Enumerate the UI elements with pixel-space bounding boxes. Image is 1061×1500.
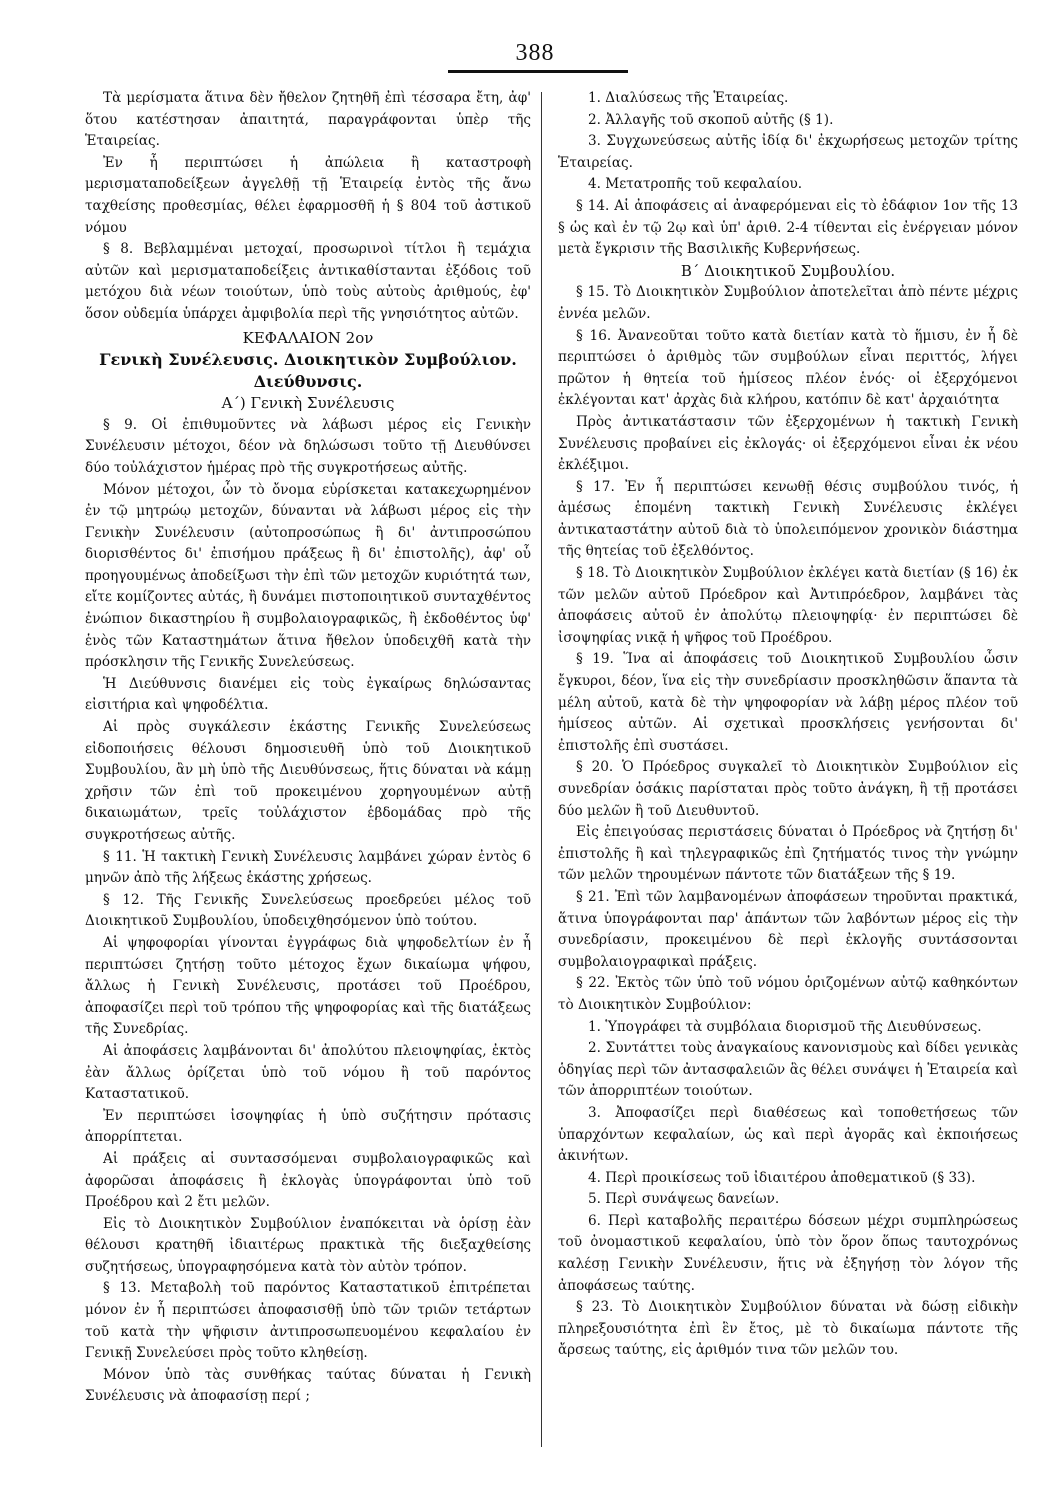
section-title: Β΄ Διοικητικοῦ Συμβουλίου. xyxy=(680,261,896,280)
paragraph: § 20. Ὁ Πρόεδρος συγκαλεῖ τὸ Διοικητικὸν Συμβούλιον εἰς συνεδρίαν ὁσάκις παρίσταται πρὸς τοῦτο ἀνάγκη, ἢ τῇ προτάσει δύο μελῶν ἢ τοῦ Διευθυντοῦ. xyxy=(558,759,1018,819)
paragraph: § 14. Αἱ ἀποφάσεις αἱ ἀναφερόμεναι εἰς τὸ ἐδάφιον 1ον τῆς 13 § ὡς καὶ ἐν τῷ 2ῳ καὶ ὑπ' ἀριθ. 2-4 τίθενται εἰς ἐνέργειαν μόνον μετὰ ἔγκρισιν τῆς Βασιλικῆς Κυβερνήσεως. xyxy=(558,197,1018,258)
paragraph: § 11. Ἡ τακτικὴ Γενικὴ Συνέλευσις λαμβάνει χώραν ἐντὸς 6 μηνῶν ἀπὸ τῆς λήξεως ἑκάστης χρήσεως. xyxy=(85,848,531,887)
paragraph: Ἐν περιπτώσει ἰσοψηφίας ἡ ὑπὸ συζήτησιν πρότασις ἀπορρίπτεται. xyxy=(85,1107,531,1146)
left-column xyxy=(85,88,531,1408)
paragraph: § 15. Τὸ Διοικητικὸν Συμβούλιον ἀποτελεῖται ἀπὸ πέντε μέχρις ἐννέα μελῶν. xyxy=(558,284,1018,322)
paragraph: § 19. Ἵνα αἱ ἀποφάσεις τοῦ Διοικητικοῦ Συμβουλίου ὦσιν ἔγκυροι, δέον, ἵνα εἰς τὴν συνεδρίασιν προσκληθῶσιν ἅπαντα τὰ μέλη αὐτοῦ, κατὰ δὲ τὴν ψηφοφορίαν νὰ λάβῃ μέρος πλέον τοῦ ἡμίσεος αὐτῶν. Αἱ σχετικαὶ προσκλήσεις γενήσονται δι' ἐπιστολῆς ἐπὶ συστάσει. xyxy=(558,651,1018,754)
paragraph: Αἱ πράξεις αἱ συντασσόμεναι συμβολαιογραφικῶς καὶ ἀφορῶσαι ἀποφάσεις ἢ ἐκλογὰς ὑπογράφονται ὑπὸ τοῦ Προέδρου καὶ 2 ἔτι μελῶν. xyxy=(85,1150,531,1211)
list-item: 1. Διαλύσεως τῆς Ἑταιρείας. xyxy=(588,90,789,106)
paragraph: Μόνον ὑπὸ τὰς συνθήκας ταύτας δύναται ἡ Γενικὴ Συνέλευσις νὰ ἀποφασίσῃ περί ; xyxy=(85,1366,531,1405)
section-title: Α΄) Γενικὴ Συνέλευσις xyxy=(221,394,395,413)
paragraph: Εἰς τὸ Διοικητικὸν Συμβούλιον ἐναπόκειται νὰ ὁρίσῃ ἐὰν θέλουσι κρατηθῆ ἰδιαιτέρως πρακτικὰ τῆς διεξαχθείσης συζητήσεως, ὑπογραφησόμενα κατὰ τὸν αὐτὸν τρόπον. xyxy=(85,1215,531,1275)
paragraph: Ἡ Διεύθυνσις διανέμει εἰς τοὺς ἐγκαίρως δηλώσαντας εἰσιτήρια καὶ ψηφοδέλτια. xyxy=(85,675,531,714)
right-column xyxy=(558,88,1018,1362)
list-item: 3. Συγχωνεύσεως αὐτῆς ἰδίᾳ δι' ἐκχωρήσεως μετοχῶν τρίτης Ἑταιρείας. xyxy=(558,133,1018,171)
paragraph: Αἱ πρὸς συγκάλεσιν ἑκάστης Γενικῆς Συνελεύσεως εἰδοποιήσεις θέλουσι δημοσιευθῆ ὑπὸ τοῦ Διοικητικοῦ Συμβουλίου, ἂν μὴ ὑπὸ τῆς Διευθύνσεως, ἥτις δύναται νὰ κάμῃ χρῆσιν τῶν ἐπὶ τοῦ προκειμένου χορηγουμένων αὐτῇ δικαιωμάτων, τρεῖς τοὐλάχιστον ἑβδομάδας πρὸ τῆς συγκροτήσεως αὐτῆς. xyxy=(85,719,531,843)
chapter-heading: ΚΕΦΑΛΑΙΟΝ 2ον xyxy=(242,328,374,347)
list-item: 6. Περὶ καταβολῆς περαιτέρω δόσεων μέχρι συμπληρώσεως τοῦ ὀνομαστικοῦ κεφαλαίου, ὑπὸ τὸν ὅρον ὅπως ταυτοχρόνως καλέσῃ Γενικὴν Συνέλευσιν, ἥτις νὰ ἐξηγήσῃ τὸν λόγον τῆς ἀποφάσεως ταύτης. xyxy=(558,1212,1018,1294)
paragraph: § 12. Τῆς Γενικῆς Συνελεύσεως προεδρεύει μέλος τοῦ Διοικητικοῦ Συμβουλίου, ὑποδειχθησόμενον ὑπὸ τούτου. xyxy=(85,891,531,930)
chapter-title: Γενικὴ Συνέλευσις. Διοικητικὸν Συμβούλιον. Διεύθυνσις. xyxy=(99,350,517,392)
paragraph: Εἰς ἐπειγούσας περιστάσεις δύναται ὁ Πρόεδρος νὰ ζητήσῃ δι' ἐπιστολῆς ἢ καὶ τηλεγραφικῶς ἐπὶ ζητήματός τινος τὴν γνώμην τῶν μελῶν τηρουμένων πάντοτε τῶν διατάξεων τῆς § 19. xyxy=(558,824,1018,884)
header-rule xyxy=(448,70,628,73)
paragraph: Τὰ μερίσματα ἅτινα δὲν ἤθελον ζητηθῆ ἐπὶ τέσσαρα ἔτη, ἀφ' ὅτου κατέστησαν ἀπαιτητά, παραγράφονται ὑπὲρ τῆς Ἑταιρείας. xyxy=(85,90,531,150)
list-item: 4. Μετατροπῆς τοῦ κεφαλαίου. xyxy=(588,176,803,193)
paragraph: Πρὸς ἀντικατάστασιν τῶν ἐξερχομένων ἡ τακτικὴ Γενικὴ Συνέλευσις προβαίνει εἰς ἐκλογάς· οἱ ἐξερχόμενοι εἶναι ἐκ νέου ἐκλέξιμοι. xyxy=(558,413,1018,474)
paragraph: § 8. Βεβλαμμέναι μετοχαί, προσωρινοὶ τίτλοι ἢ τεμάχια αὐτῶν καὶ μερισματαποδείξεις ἀντικαθίστανται ἐξόδοις τοῦ μετόχου διὰ νέων τοιούτων, ὑπὸ τοὺς αὐτοὺς ἀριθμούς, ἐφ' ὅσον οὐδεμία ὑπάρχει ἀμφιβολία περὶ τῆς γνησιότητος αὐτῶν. xyxy=(85,241,531,322)
paragraph: § 9. Οἱ ἐπιθυμοῦντες νὰ λάβωσι μέρος εἰς Γενικὴν Συνέλευσιν μέτοχοι, δέον νὰ δηλώσωσι τοῦτο τῇ Διευθύνσει δύο τοὐλάχιστον ἡμέρας πρὸ τῆς συγκροτήσεως αὐτῆς. xyxy=(85,416,531,476)
list-item: 1. Ὑπογράφει τὰ συμβόλαια διορισμοῦ τῆς Διευθύνσεως. xyxy=(588,1018,982,1035)
column-divider xyxy=(541,92,542,1447)
list-item: 2. Ἀλλαγῆς τοῦ σκοποῦ αὐτῆς (§ 1). xyxy=(588,111,834,128)
paragraph: Ἐν ἧ περιπτώσει ἡ ἀπώλεια ἢ καταστροφὴ μερισματαποδείξεων ἀγγελθῇ τῇ Ἑταιρείᾳ ἐντὸς τῆς ἄνω ταχθείσης προθεσμίας, θέλει ἐφαρμοσθῆ ἡ § 804 τοῦ ἀστικοῦ νόμου xyxy=(85,154,531,236)
paragraph: § 18. Τὸ Διοικητικὸν Συμβούλιον ἐκλέγει κατὰ διετίαν (§ 16) ἐκ τῶν μελῶν αὐτοῦ Πρόεδρον καὶ Ἀντιπρόεδρον, λαμβάνει τὰς ἀποφάσεις αὐτοῦ ἐν ἀπολύτῳ πλειοψηφίᾳ· ἐν περιπτώσει δὲ ἰσοψηφίας νικᾷ ἡ ψῆφος τοῦ Προέδρου. xyxy=(558,565,1018,646)
page-number: 388 xyxy=(515,40,555,66)
list-item: 4. Περὶ προικίσεως τοῦ ἰδιαιτέρου ἀποθεματικοῦ (§ 33). xyxy=(588,1169,976,1186)
paragraph: Αἱ ἀποφάσεις λαμβάνονται δι' ἀπολύτου πλειοψηφίας, ἐκτὸς ἐὰν ἄλλως ὁρίζεται ὑπὸ τοῦ νόμου ἢ τοῦ παρόντος Καταστατικοῦ. xyxy=(85,1042,531,1103)
paragraph: § 22. Ἐκτὸς τῶν ὑπὸ τοῦ νόμου ὁριζομένων αὐτῷ καθηκόντων τὸ Διοικητικὸν Συμβούλιον: xyxy=(558,975,1018,1013)
list-item: 5. Περὶ συνάψεως δανείων. xyxy=(588,1191,780,1208)
paragraph: § 21. Ἐπὶ τῶν λαμβανομένων ἀποφάσεων τηροῦνται πρακτικά, ἅτινα ὑπογράφονται παρ' ἁπάντων τῶν λαβόντων μέρος εἰς τὴν συνεδρίασιν, προκειμένου δὲ περὶ ἐκλογῆς συντάσσονται συμβολαιογραφικαὶ πράξεις. xyxy=(558,888,1018,970)
paragraph: § 16. Ἀνανεοῦται τοῦτο κατὰ διετίαν κατὰ τὸ ἥμισυ, ἐν ἧ δὲ περιπτώσει ὁ ἀριθμὸς τῶν συμβούλων εἶναι περιττός, λήγει πρῶτον ἡ θητεία τοῦ ἡμίσεος πλέον ἑνός· οἱ ἐξερχόμενοι ἐκλέγονται κατ' ἀρχὰς διὰ κλήρου, κατόπιν δὲ κατ' ἀρχαιότητα xyxy=(558,327,1018,409)
paragraph: § 17. Ἐν ἧ περιπτώσει κενωθῇ θέσις συμβούλου τινός, ἡ ἀμέσως ἑπομένη τακτικὴ Γενικὴ Συνέλευσις ἐκλέγει ἀντικαταστάτην αὐτοῦ διὰ τὸ ὑπολειπόμενον χρονικὸν διάστημα τῆς θητείας τοῦ ἐξελθόντος. xyxy=(558,478,1018,560)
list-item: 3. Ἀποφασίζει περὶ διαθέσεως καὶ τοποθετήσεως τῶν ὑπαρχόντων κεφαλαίων, ὡς καὶ περὶ ἀγορᾶς καὶ ἐκποιήσεως ἀκινήτων. xyxy=(558,1104,1018,1165)
paragraph: § 13. Μεταβολὴ τοῦ παρόντος Καταστατικοῦ ἐπιτρέπεται μόνον ἐν ἧ περιπτώσει ἀποφασισθῇ ὑπὸ τῶν τριῶν τετάρτων τοῦ κατὰ τὴν ψῆφισιν ἀντιπροσωπευομένου κεφαλαίου ἐν Γενικῇ Συνελεύσει πρὸς τοῦτο κληθείσῃ. xyxy=(85,1280,531,1362)
paragraph: § 23. Τὸ Διοικητικὸν Συμβούλιον δύναται νὰ δώσῃ εἰδικὴν πληρεξουσιότητα ἐπὶ ἓν ἔτος, μὲ τὸ δικαίωμα πάντοτε τῆς ἄρσεως ταύτης, εἰς ἀριθμόν τινα τῶν μελῶν του. xyxy=(558,1299,1018,1359)
paragraph: Αἱ ψηφοφορίαι γίνονται ἐγγράφως διὰ ψηφοδελτίων ἐν ἧ περιπτώσει ζητήσῃ τοῦτο μέτοχος ἔχων δικαίωμα ψήφου, ἄλλως ἡ Γενικὴ Συνέλευσις, προτάσει τοῦ Προέδρου, ἀποφασίζει περὶ τοῦ τρόπου τῆς ψηφοφορίας καὶ τῆς διατάξεως τῆς Συνεδρίας. xyxy=(85,934,531,1038)
paragraph: Μόνον μέτοχοι, ὧν τὸ ὄνομα εὑρίσκεται κατακεχωρημένον ἐν τῷ μητρώῳ μετοχῶν, δύνανται νὰ λάβωσι μέρος εἰς τὴν Γενικὴν Συνέλευσιν (αὐτοπροσώπως ἢ δι' ἀντιπροσώπου διορισθέντος δι' ἐπισήμου πράξεως ἢ δι' ἐπιστολῆς), ἀφ' οὗ προηγουμένως ἀποδείξωσι τὴν ἐπὶ τῶν μετοχῶν κυριότητά των, εἴτε κομίζοντες αὐτάς, ἢ δυνάμει πιστοποιητικοῦ συνταχθέντος ἐνώπιον δικαστηρίου ἢ συμβολαιογραφικῶς, ἢ ἐκδοθέντος ὑφ' ἑνὸς τῶν Καταστημάτων ἅτινα ἤθελον ὑποδειχθῆ κατὰ τὴν πρόσκλησιν τῆς Γενικῆς Συνελεύσεως. xyxy=(85,481,531,671)
list-item: 2. Συντάττει τοὺς ἀναγκαίους κανονισμοὺς καὶ δίδει γενικὰς ὁδηγίας περὶ τῶν ἀντασφαλειῶν ἃς θέλει συνάψει ἡ Ἑταιρεία καὶ τῶν ἀπορριπτέων τοιούτων. xyxy=(558,1040,1018,1100)
